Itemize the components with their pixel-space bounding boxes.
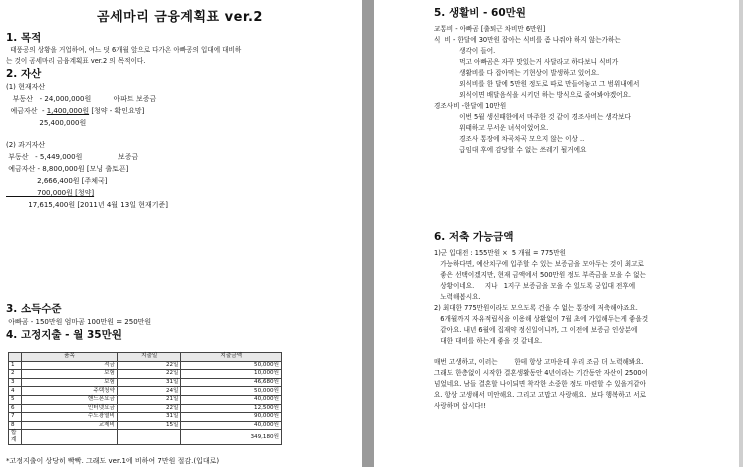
- living-expense-line: 식 비 - 한달에 30만원 잡아는 식비를 좀 나줘야 하지 않는가하는: [434, 36, 621, 44]
- current-real-estate: 부동산 - 24,000,000원 아파트 보증금: [6, 95, 157, 103]
- table-row: [9, 361, 282, 370]
- past-assets-heading: (2) 과거자산: [6, 141, 46, 149]
- savings-line: 2) 최대한 775만원이라도 모으도록 건을 수 없는 통장에 저축해야죠요.: [434, 304, 638, 312]
- table-header-item: 품목: [22, 353, 118, 362]
- table-total-empty-1: [22, 430, 118, 445]
- savings-line: 같아요. 내년 6월에 집재약 정신일이니까, 그 이전에 보증금 인상분에: [434, 326, 638, 334]
- current-deposit-value: 1,400,000원: [46, 107, 90, 115]
- row-no: 1: [9, 361, 22, 370]
- past-deposit-2: 2,666,400원 [주체국]: [6, 177, 108, 185]
- closing-line: 사랑하며 삽시다!!: [434, 402, 486, 410]
- row-amount: 12,500원: [181, 404, 282, 413]
- row-item: 인터넷요금: [22, 404, 118, 413]
- past-deposit: 예금자산 - 8,800,000원 [모닝 출토픈]: [6, 165, 129, 173]
- row-item: 보험: [22, 370, 118, 379]
- vertical-scrollbar[interactable]: [739, 0, 743, 467]
- row-no: 7: [9, 413, 22, 422]
- living-expense-line: 먹고 아빠곰은 자꾸 맛있는거 사달라고 하다보니 식비가: [434, 58, 619, 66]
- row-item: 교제비: [22, 421, 118, 430]
- row-no: 5: [9, 395, 22, 404]
- living-expense-line: 위태하고 무서운 녀석이었어요.: [434, 124, 549, 132]
- table-row: [9, 413, 282, 422]
- purpose-text-line-1: 태풍공의 상황을 거업하여, 여느 덧 6개월 앞으로 다가온 아빠공의 입대에 대비하: [6, 46, 242, 54]
- past-deposit-3: 700,000원 [청약]: [6, 189, 95, 197]
- living-expense-line: 생활비를 다 잡아먹는 기현상이 발생하고 있어요.: [434, 69, 600, 77]
- living-expense-line: 급임대 후에 감당할 수 없는 쓰레기 될거에요: [434, 146, 587, 154]
- table-total-empty-2: [117, 430, 181, 445]
- row-day: 22일: [117, 370, 181, 379]
- current-total: 25,400,000원: [6, 119, 87, 127]
- section-savings-heading: 6. 저축 가능금액: [434, 231, 514, 243]
- table-row: [9, 378, 282, 387]
- table-header-amount: 지출금액: [181, 353, 282, 362]
- living-expense-line: 경조사 통장에 차곡차곡 모으지 않는 이상 ..: [434, 135, 585, 143]
- row-item: 적금: [22, 361, 118, 370]
- table-row: [9, 421, 282, 430]
- savings-line: 가능하다면, 예산치구에 입주할 수 있는 보증금을 모아두는 것이 최고로: [434, 260, 644, 268]
- past-total: 17,615,400원 [2011년 4월 13일 현재기준]: [6, 201, 168, 209]
- living-expense-line: 외식이면 배달음식을 시키던 하는 방식으로 줄여봐야겠어요.: [434, 91, 631, 99]
- living-expense-line: 교통비 - 아빠곰 [출퇴근 차비만 6만원]: [434, 25, 546, 33]
- purpose-text-line-2: 는 것이 곰세마리 금융계획표 ver.2 의 목적이다.: [6, 57, 146, 65]
- current-assets-heading: (1) 현재자산: [6, 83, 46, 91]
- section-fixed-expense-heading: 4. 고정지출 - 월 35만원: [6, 329, 122, 341]
- table-row: [9, 387, 282, 396]
- row-amount: 50,000원: [181, 361, 282, 370]
- section-purpose-heading: 1. 목적: [6, 32, 42, 44]
- table-header-no: [9, 353, 22, 362]
- row-amount: 10,000원: [181, 370, 282, 379]
- table-row: [9, 404, 282, 413]
- savings-line: 상황이네요. 지나 1지구 보증금을 모을 수 있도록 궁입대 전후에: [434, 282, 636, 290]
- savings-line: 대한 대비를 하는게 좋을 것 같네요.: [434, 337, 543, 345]
- row-item: 수도광열비: [22, 413, 118, 422]
- row-amount: 46,680원: [181, 378, 282, 387]
- row-amount: 40,000원: [181, 421, 282, 430]
- savings-line: 노력해봅시요.: [434, 293, 481, 301]
- row-day: 31일: [117, 413, 181, 422]
- table-total-row: [9, 430, 282, 445]
- living-expense-line: 외식비를 한 달에 5만원 정도로 따로 만들어놓고 그 범위내에서: [434, 80, 640, 88]
- row-no: 4: [9, 387, 22, 396]
- savings-line: 1)군 입대전 : 155만원 × 5 개월 = 775만원: [434, 249, 566, 257]
- section-living-expense-heading: 5. 생활비 - 60만원: [434, 7, 526, 19]
- document-title: 곰세마리 금융계획표 ver.2: [97, 10, 263, 25]
- row-amount: 50,000원: [181, 387, 282, 396]
- document-page-left: [0, 0, 362, 467]
- row-item: 주택청약: [22, 387, 118, 396]
- document-page-right: [374, 0, 743, 467]
- row-day: 22일: [117, 404, 181, 413]
- section-assets-heading: 2. 자산: [6, 68, 42, 80]
- fixed-expense-note: *고정지출이 상당히 빡빡. 그래도 ver.1에 비하여 7만원 절감.(입대로): [6, 457, 220, 465]
- current-deposit: [6, 105, 354, 117]
- closing-line: 요. 항상 고생해서 미안해요. 그리고 고맙고 사랑해요. 보다 행복하고 서로: [434, 391, 646, 399]
- savings-line: 6개월까지 자유적립식을 이용해 상환없이 7월 초에 가입해두는게 좋을것: [434, 315, 649, 323]
- living-expense-line: 이번 5월 생신때한에서 마주한 것 같이 경조사비는 생각보다: [434, 113, 631, 121]
- row-day: 15일: [117, 421, 181, 430]
- closing-line: 그래도 한층없이 시작한 결혼생활동안 4년이라는 기간동안 자산이 2500이: [434, 369, 648, 377]
- fixed-expense-table: [8, 352, 282, 445]
- row-no: 8: [9, 421, 22, 430]
- row-no: 6: [9, 404, 22, 413]
- row-day: 21일: [117, 395, 181, 404]
- closing-line: 매번 고생하고, 이러는 한테 항상 고마운데 우리 조금 더 노력해봐요.: [434, 358, 644, 366]
- living-expense-line: 경조사비 -한달에 10만원: [434, 102, 507, 110]
- table-header-row: [9, 353, 282, 362]
- row-amount: 90,000원: [181, 413, 282, 422]
- closing-line: 넘었네요. 남들 결혼할 나이되면 착각한 소중한 정도 마련할 수 있을거같아: [434, 380, 647, 388]
- section-income-heading: 3. 소득수준: [6, 303, 62, 315]
- current-deposit-label: 예금자산 -: [6, 107, 47, 115]
- table-row: [9, 370, 282, 379]
- row-amount: 40,000원: [181, 395, 282, 404]
- living-expense-line: 생각이 들어.: [434, 47, 496, 55]
- table-row: [9, 395, 282, 404]
- income-line: 아빠곰 - 150만원 엄마곰 100만원 = 250만원: [6, 318, 152, 326]
- row-item: 보험: [22, 378, 118, 387]
- row-no: 3: [9, 378, 22, 387]
- table-header-day: 지출일: [117, 353, 181, 362]
- table-total-value: 349,180원: [181, 430, 282, 445]
- savings-line: 좋은 선택이겠지만, 현재 금액에서 500만원 정도 부족금을 모을 수 없는: [434, 271, 646, 279]
- row-day: 24일: [117, 387, 181, 396]
- current-deposit-note: [청약 - 확인요망]: [89, 107, 145, 115]
- past-real-estate: 부동산 - 5,449,000원 보증금: [6, 153, 139, 161]
- row-no: 2: [9, 370, 22, 379]
- row-item: 핸드폰요금: [22, 395, 118, 404]
- row-day: 22일: [117, 361, 181, 370]
- row-day: 31일: [117, 378, 181, 387]
- table-total-label: 합계: [9, 430, 22, 445]
